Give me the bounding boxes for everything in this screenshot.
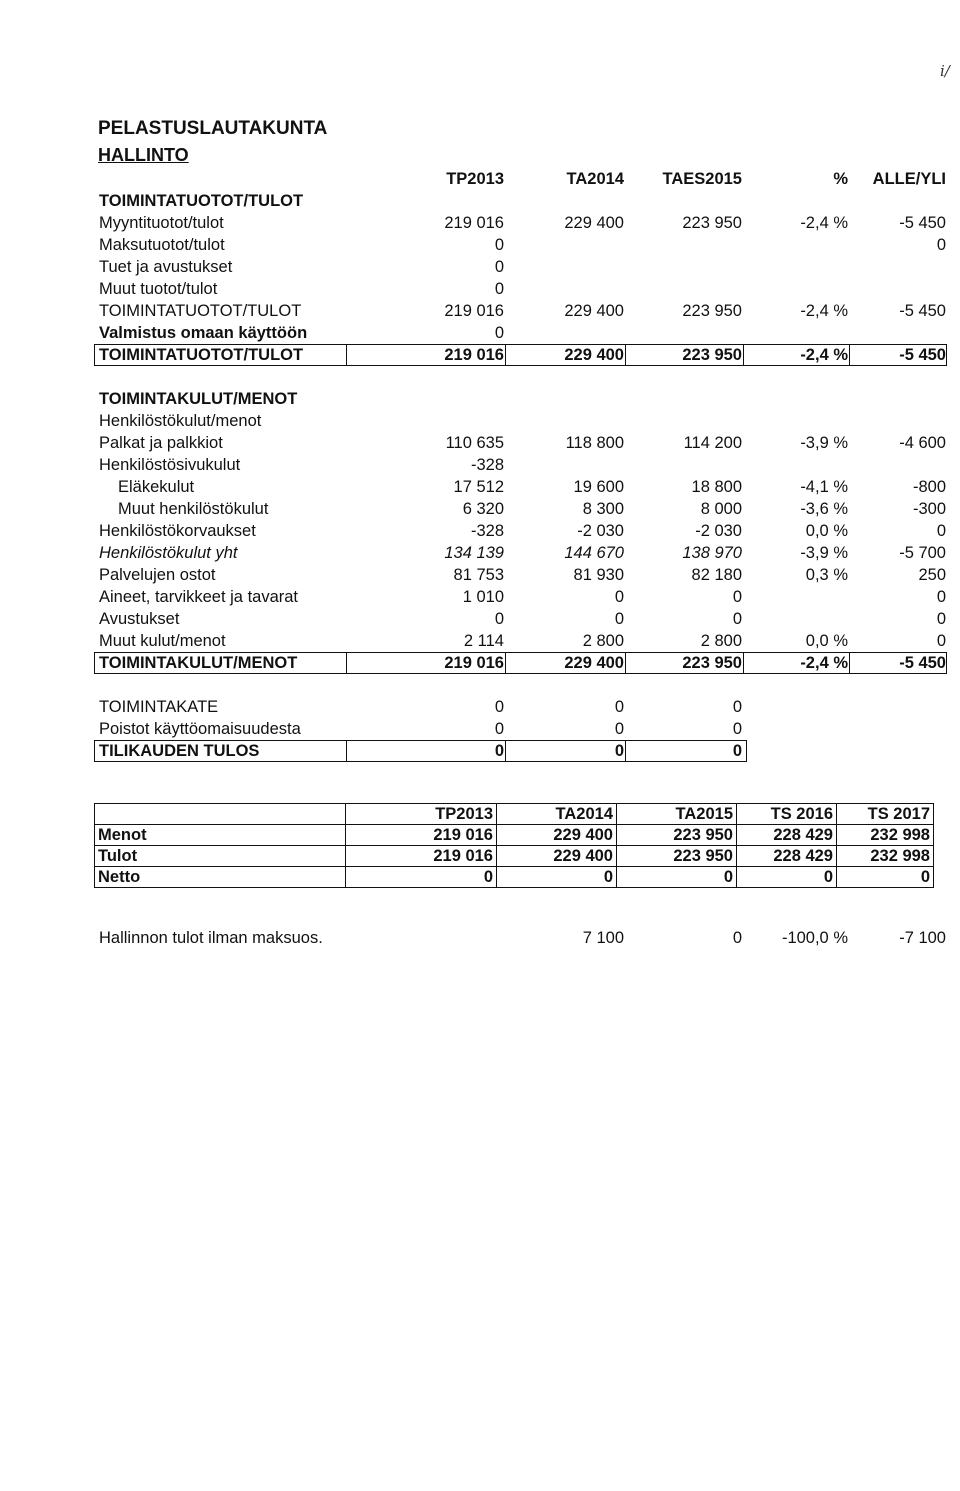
summary-cell: 223 950 — [617, 846, 737, 867]
cell-tp2013: 0 — [494, 610, 504, 628]
row-label: Myyntituotot/tulot — [99, 214, 224, 232]
cell-taes2015: 223 950 — [682, 654, 742, 672]
expenses-heading-label: TOIMINTAKULUT/MENOT — [99, 390, 298, 408]
table-row — [0, 586, 960, 608]
table-row — [0, 696, 960, 718]
cell-tp2013: 1 010 — [462, 588, 504, 606]
table-row — [0, 498, 960, 520]
cell-ta2014: 229 400 — [564, 214, 624, 232]
cell-tp2013: -328 — [470, 456, 504, 474]
cell-alle-yli: 0 — [936, 236, 946, 254]
row-label: Hallinnon tulot ilman maksuos. — [99, 929, 323, 947]
cell-tp2013: 219 016 — [444, 214, 504, 232]
cell-taes2015: 0 — [732, 929, 742, 947]
cell-percent: 0,0 % — [805, 522, 848, 540]
row-label: Valmistus omaan käyttöön — [99, 324, 308, 342]
cell-tp2013: 0 — [494, 236, 504, 254]
table-row — [0, 278, 960, 300]
column-header-row — [0, 168, 960, 190]
cell-ta2014: 229 400 — [564, 302, 624, 320]
row-label: Palvelujen ostot — [99, 566, 216, 584]
cell-ta2014: 81 930 — [573, 566, 624, 584]
cell-ta2014: 0 — [614, 720, 624, 738]
cell-percent: -4,1 % — [800, 478, 848, 496]
cell-ta2014: 229 400 — [564, 346, 624, 364]
cell-alle-yli: -5 450 — [899, 302, 946, 320]
summary-cell: 0 — [737, 867, 837, 888]
row-label: Muut tuotot/tulot — [99, 280, 218, 298]
cell-alle-yli: 0 — [936, 632, 946, 650]
summary-cell: 229 400 — [497, 846, 617, 867]
cell-ta2014: 0 — [614, 610, 624, 628]
cell-taes2015: 0 — [732, 610, 742, 628]
summary-row — [95, 867, 934, 888]
table-row — [0, 630, 960, 652]
cell-alle-yli: 250 — [918, 566, 946, 584]
page-subtitle: HALLINTO — [98, 145, 189, 165]
cell-ta2014: 0 — [614, 588, 624, 606]
cell-taes2015: 18 800 — [691, 478, 742, 496]
cell-ta2014: 144 670 — [564, 544, 624, 562]
cell-alle-yli: 0 — [936, 610, 946, 628]
summary-row — [95, 825, 934, 846]
table-row — [0, 300, 960, 322]
row-label: Henkilöstösivukulut — [99, 456, 241, 474]
cell-alle-yli: -800 — [912, 478, 946, 496]
cell-ta2014: 2 800 — [582, 632, 624, 650]
table-row — [0, 520, 960, 542]
row-label: Palkat ja palkkiot — [99, 434, 223, 452]
col-header-tp2013: TP2013 — [446, 170, 504, 188]
cell-ta2014: 7 100 — [582, 929, 624, 947]
cell-alle-yli: -4 600 — [899, 434, 946, 452]
cell-alle-yli: -5 450 — [899, 346, 946, 364]
cell-taes2015: 0 — [732, 742, 742, 760]
cell-taes2015: 0 — [732, 720, 742, 738]
summary-header: TS 2017 — [837, 804, 934, 825]
page-title: PELASTUSLAUTAKUNTA — [98, 118, 328, 139]
summary-header: TS 2016 — [737, 804, 837, 825]
cell-taes2015: 2 800 — [700, 632, 742, 650]
cell-tp2013: 0 — [494, 698, 504, 716]
cell-percent: -3,9 % — [800, 434, 848, 452]
cell-tp2013: 219 016 — [444, 302, 504, 320]
cell-tp2013: 110 635 — [445, 434, 504, 452]
summary-header: TA2014 — [497, 804, 617, 825]
summary-header: TP2013 — [346, 804, 497, 825]
col-header-ta2014: TA2014 — [566, 170, 624, 188]
cell-tp2013: -328 — [470, 522, 504, 540]
cell-taes2015: 82 180 — [691, 566, 742, 584]
cell-percent: -2,4 % — [800, 346, 848, 364]
cell-tp2013: 0 — [494, 324, 504, 342]
cell-tp2013: 81 753 — [453, 566, 504, 584]
cell-alle-yli: -300 — [912, 500, 946, 518]
cell-ta2014: 118 800 — [565, 434, 624, 452]
summary-cell: 229 400 — [497, 825, 617, 846]
table-row — [0, 234, 960, 256]
row-label: Tuet ja avustukset — [99, 258, 233, 276]
result-total-row — [0, 740, 960, 762]
cell-percent: -3,9 % — [800, 544, 848, 562]
cell-ta2014: 0 — [614, 698, 624, 716]
table-row — [0, 476, 960, 498]
col-header-taes2015: TAES2015 — [662, 170, 742, 188]
cell-taes2015: 114 200 — [683, 434, 742, 452]
income-total-row — [0, 344, 960, 366]
table-row — [0, 322, 960, 344]
row-label: Avustukset — [99, 610, 180, 628]
row-label: TOIMINTATUOTOT/TULOT — [99, 302, 302, 320]
cell-percent: -2,4 % — [800, 214, 848, 232]
cell-taes2015: 0 — [732, 698, 742, 716]
cell-ta2014: 0 — [614, 742, 624, 760]
table-row — [0, 432, 960, 454]
cell-taes2015: 0 — [732, 588, 742, 606]
summary-cell: 232 998 — [837, 846, 934, 867]
cell-ta2014: -2 030 — [577, 522, 624, 540]
cell-tp2013: 6 320 — [462, 500, 504, 518]
table-row — [0, 564, 960, 586]
cell-tp2013: 0 — [494, 720, 504, 738]
cell-alle-yli: 0 — [936, 522, 946, 540]
cell-taes2015: 223 950 — [682, 214, 742, 232]
table-row — [0, 542, 960, 564]
table-row — [0, 608, 960, 630]
table-row — [0, 256, 960, 278]
cell-taes2015: 223 950 — [682, 302, 742, 320]
cell-percent: -2,4 % — [800, 302, 848, 320]
cell-ta2014: 229 400 — [564, 654, 624, 672]
cell-taes2015: 8 000 — [700, 500, 742, 518]
cell-ta2014: 19 600 — [573, 478, 624, 496]
summary-row-label: Tulot — [95, 846, 346, 867]
table-row — [0, 718, 960, 740]
cell-alle-yli: -5 450 — [899, 654, 946, 672]
summary-row-label: Netto — [95, 867, 346, 888]
income-heading-label: TOIMINTATUOTOT/TULOT — [99, 192, 304, 210]
cell-percent: -2,4 % — [800, 654, 848, 672]
col-header-alle-yli: ALLE/YLI — [872, 170, 946, 188]
summary-header-row — [95, 804, 934, 825]
table-row — [0, 212, 960, 234]
summary-header: TA2015 — [617, 804, 737, 825]
summary-table — [94, 803, 934, 888]
row-label: TOIMINTAKATE — [99, 698, 219, 716]
expenses-subheading — [0, 410, 960, 432]
cell-tp2013: 134 139 — [444, 544, 504, 562]
summary-cell: 219 016 — [346, 825, 497, 846]
footer-row — [0, 927, 960, 949]
expenses-total-row — [0, 652, 960, 674]
row-label: Aineet, tarvikkeet ja tavarat — [99, 588, 299, 606]
summary-row-label: Menot — [95, 825, 346, 846]
summary-cell: 228 429 — [737, 825, 837, 846]
row-label: TILIKAUDEN TULOS — [99, 742, 260, 760]
summary-corner-cell — [95, 804, 346, 825]
cell-alle-yli: -5 700 — [899, 544, 946, 562]
summary-cell: 0 — [346, 867, 497, 888]
summary-cell: 0 — [617, 867, 737, 888]
cell-percent: 0,0 % — [805, 632, 848, 650]
cell-tp2013: 0 — [494, 742, 504, 760]
row-label: Henkilöstökulut yht — [99, 544, 238, 562]
summary-cell: 223 950 — [617, 825, 737, 846]
cell-taes2015: 223 950 — [682, 346, 742, 364]
col-header-percent: % — [833, 170, 848, 188]
cell-taes2015: 138 970 — [682, 544, 742, 562]
row-label: TOIMINTAKULUT/MENOT — [99, 654, 298, 672]
cell-percent: -100,0 % — [781, 929, 848, 947]
row-label: Muut kulut/menot — [99, 632, 226, 650]
cell-alle-yli: 0 — [936, 588, 946, 606]
row-label: Muut henkilöstökulut — [118, 500, 269, 518]
cell-tp2013: 2 114 — [463, 632, 504, 650]
cell-taes2015: -2 030 — [695, 522, 742, 540]
table-row — [0, 454, 960, 476]
summary-row — [95, 846, 934, 867]
row-label: Eläkekulut — [118, 478, 195, 496]
row-label: Maksutuotot/tulot — [99, 236, 225, 254]
expenses-heading — [0, 388, 960, 410]
summary-cell: 0 — [497, 867, 617, 888]
cell-tp2013: 0 — [494, 258, 504, 276]
expenses-subheading-label: Henkilöstökulut/menot — [99, 412, 262, 430]
cell-percent: 0,3 % — [805, 566, 848, 584]
cell-tp2013: 219 016 — [444, 654, 504, 672]
summary-cell: 228 429 — [737, 846, 837, 867]
summary-cell: 219 016 — [346, 846, 497, 867]
handwritten-mark: i/ — [940, 62, 950, 80]
row-label: Henkilöstökorvaukset — [99, 522, 256, 540]
cell-tp2013: 219 016 — [444, 346, 504, 364]
income-heading — [0, 190, 960, 212]
cell-percent: -3,6 % — [800, 500, 848, 518]
cell-tp2013: 17 512 — [453, 478, 504, 496]
cell-ta2014: 8 300 — [582, 500, 624, 518]
summary-cell: 232 998 — [837, 825, 934, 846]
cell-alle-yli: -7 100 — [899, 929, 946, 947]
row-label: TOIMINTATUOTOT/TULOT — [99, 346, 304, 364]
cell-tp2013: 0 — [494, 280, 504, 298]
row-label: Poistot käyttöomaisuudesta — [99, 720, 301, 738]
cell-alle-yli: -5 450 — [899, 214, 946, 232]
summary-cell: 0 — [837, 867, 934, 888]
